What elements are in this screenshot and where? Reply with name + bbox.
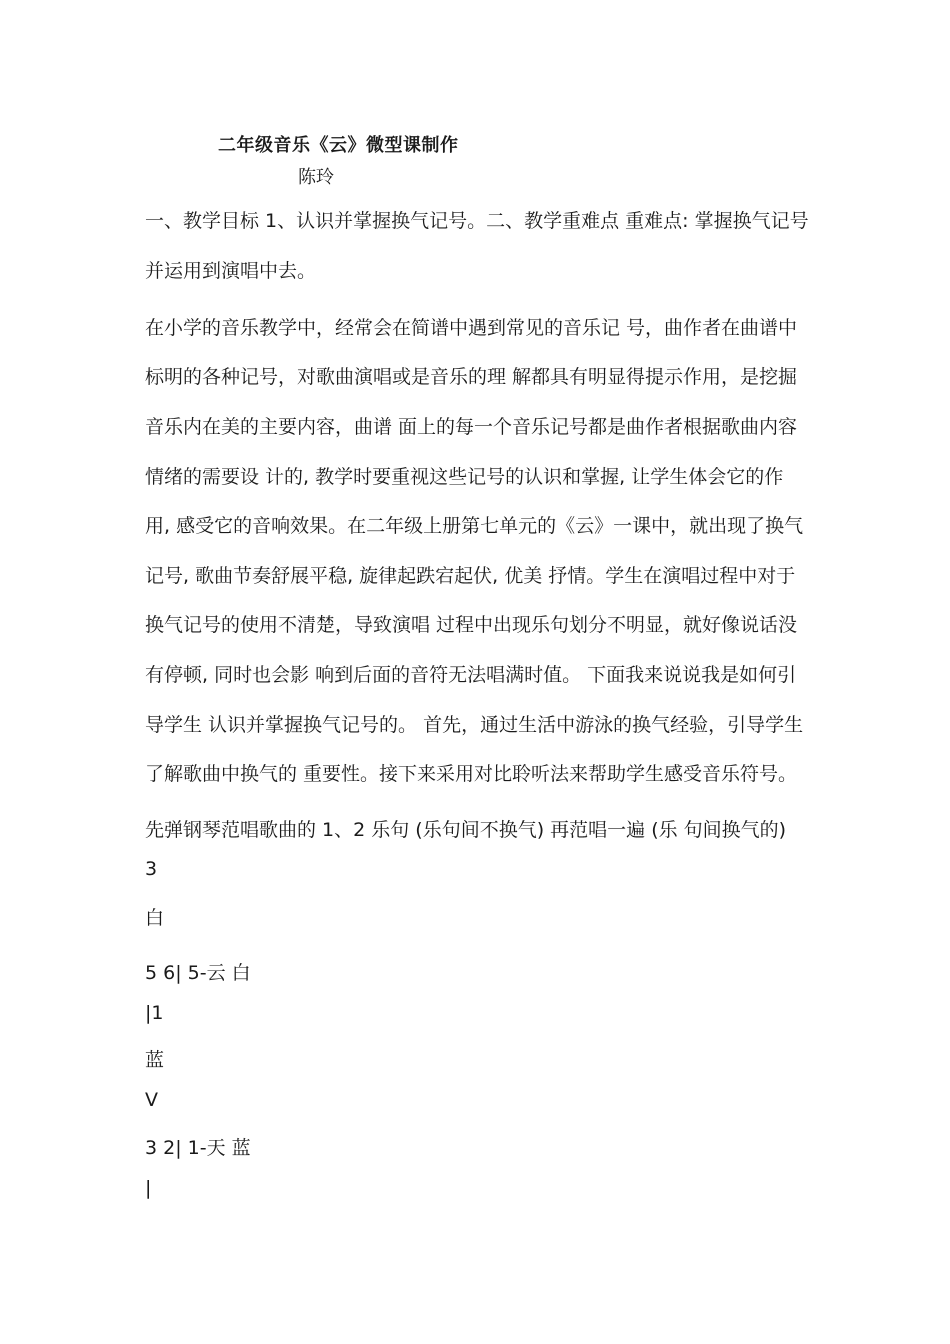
paragraph-line: 标明的各种记号，对歌曲演唱或是音乐的理 解都具有明显得提示作用，是挖掘	[145, 366, 798, 388]
paragraph-line: 情绪的需要设 计的, 教学时要重视这些记号的认识和掌握, 让学生体会它的作	[145, 466, 784, 488]
notation-line: 3	[145, 858, 158, 880]
notation-line: |1	[145, 1002, 164, 1024]
paragraph-line: 了解歌曲中换气的 重要性。接下来采用对比聆听法来帮助学生感受音乐符号。	[145, 763, 798, 785]
notation-line: V	[145, 1089, 158, 1111]
paragraph-line: 先弹钢琴范唱歌曲的 1、2 乐句 (乐句间不换气) 再范唱一遍 (乐 句间换气的)	[145, 819, 787, 841]
paragraph-line: 有停顿, 同时也会影 响到后面的音符无法唱满时值。 下面我来说说我是如何引	[145, 664, 797, 686]
notation-line: 3 2| 1-天 蓝	[145, 1137, 251, 1159]
notation-line: |	[145, 1177, 152, 1199]
paragraph-line: 并运用到演唱中去。	[145, 260, 317, 282]
paragraph-line: 记号, 歌曲节奏舒展平稳, 旋律起跌宕起伏, 优美 抒情。学生在演唱过程中对于	[145, 565, 796, 587]
paragraph-line: 导学生 认识并掌握换气记号的。 首先，通过生活中游泳的换气经验，引导学生	[145, 714, 804, 736]
notation-line: 5 6| 5-云 白	[145, 962, 251, 984]
paragraph-line: 音乐内在美的主要内容，曲谱 面上的每一个音乐记号都是曲作者根据歌曲内容	[145, 416, 798, 438]
paragraph-line: 一、教学目标 1、认识并掌握换气记号。二、教学重难点 重难点: 掌握换气记号	[145, 210, 809, 232]
notation-line: 白	[145, 907, 165, 929]
paragraph-line: 在小学的音乐教学中，经常会在简谱中遇到常见的音乐记 号，曲作者在曲谱中	[145, 317, 798, 339]
author-name: 陈玲	[298, 167, 334, 188]
paragraph-line: 换气记号的使用不清楚，导致演唱 过程中出现乐句划分不明显，就好像说话没	[145, 614, 798, 636]
document-title: 二年级音乐《云》微型课制作	[218, 135, 459, 156]
paragraph-line: 用, 感受它的音响效果。在二年级上册第七单元的《云》一课中，就出现了换气	[145, 515, 804, 537]
notation-line: 蓝	[145, 1049, 165, 1071]
